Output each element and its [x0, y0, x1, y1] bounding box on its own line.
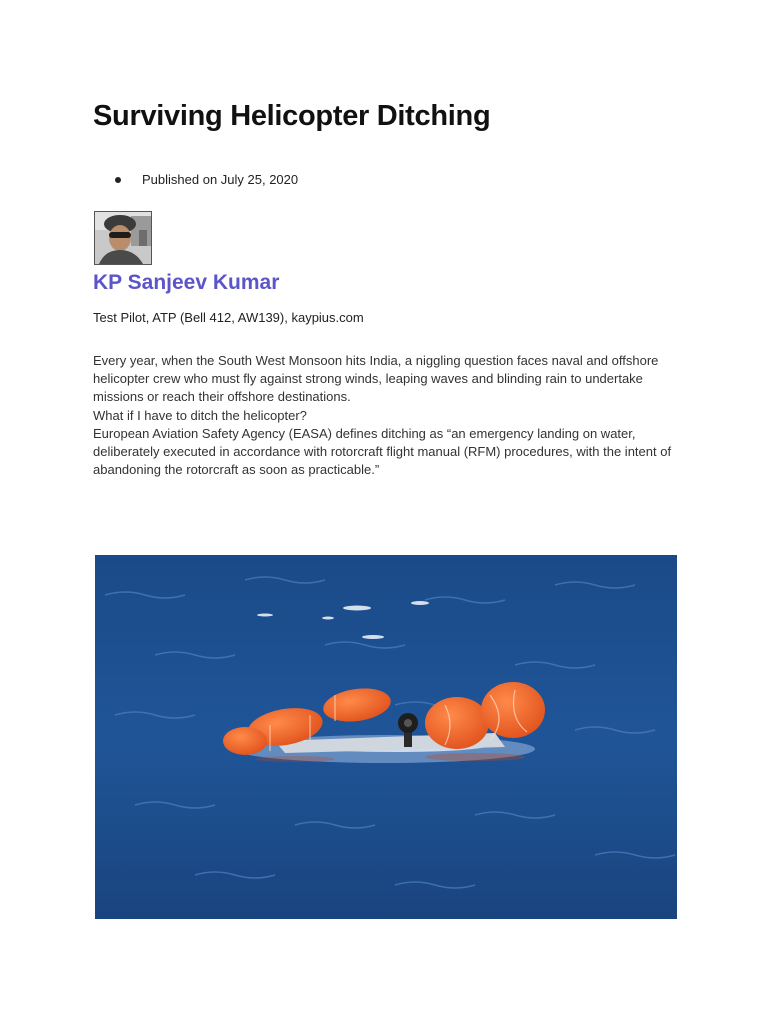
author-avatar[interactable] [94, 211, 152, 265]
author-name[interactable]: KP Sanjeev Kumar [93, 271, 280, 294]
publish-info [112, 172, 298, 187]
paragraph: Every year, when the South West Monsoon hits India, a niggling question faces naval and offshore helicopter crew who must fly against strong winds, leaping waves and blinding rain to undertake missions or reach their offshore destinations. [93, 353, 659, 405]
sea-image [95, 555, 677, 919]
bullet-icon [115, 177, 121, 183]
article-body [93, 352, 683, 479]
avatar-photo [95, 212, 151, 264]
author-headline: Test Pilot, ATP (Bell 412, AW139), kaypius.com [93, 310, 364, 325]
article-title: Surviving Helicopter Ditching [93, 100, 491, 132]
paragraph: European Aviation Safety Agency (EASA) defines ditching as “an emergency landing on water, deliberately executed in accordance with rotorcraft flight manual (RFM) procedures, with the intent of abandoning the rotorcraft as soon as practicable.” [93, 425, 672, 478]
publish-date: Published on July 25, 2020 [142, 172, 299, 187]
ditched-helicopter-photo [95, 555, 677, 919]
paragraph: What if I have to ditch the helicopter? [93, 407, 307, 423]
